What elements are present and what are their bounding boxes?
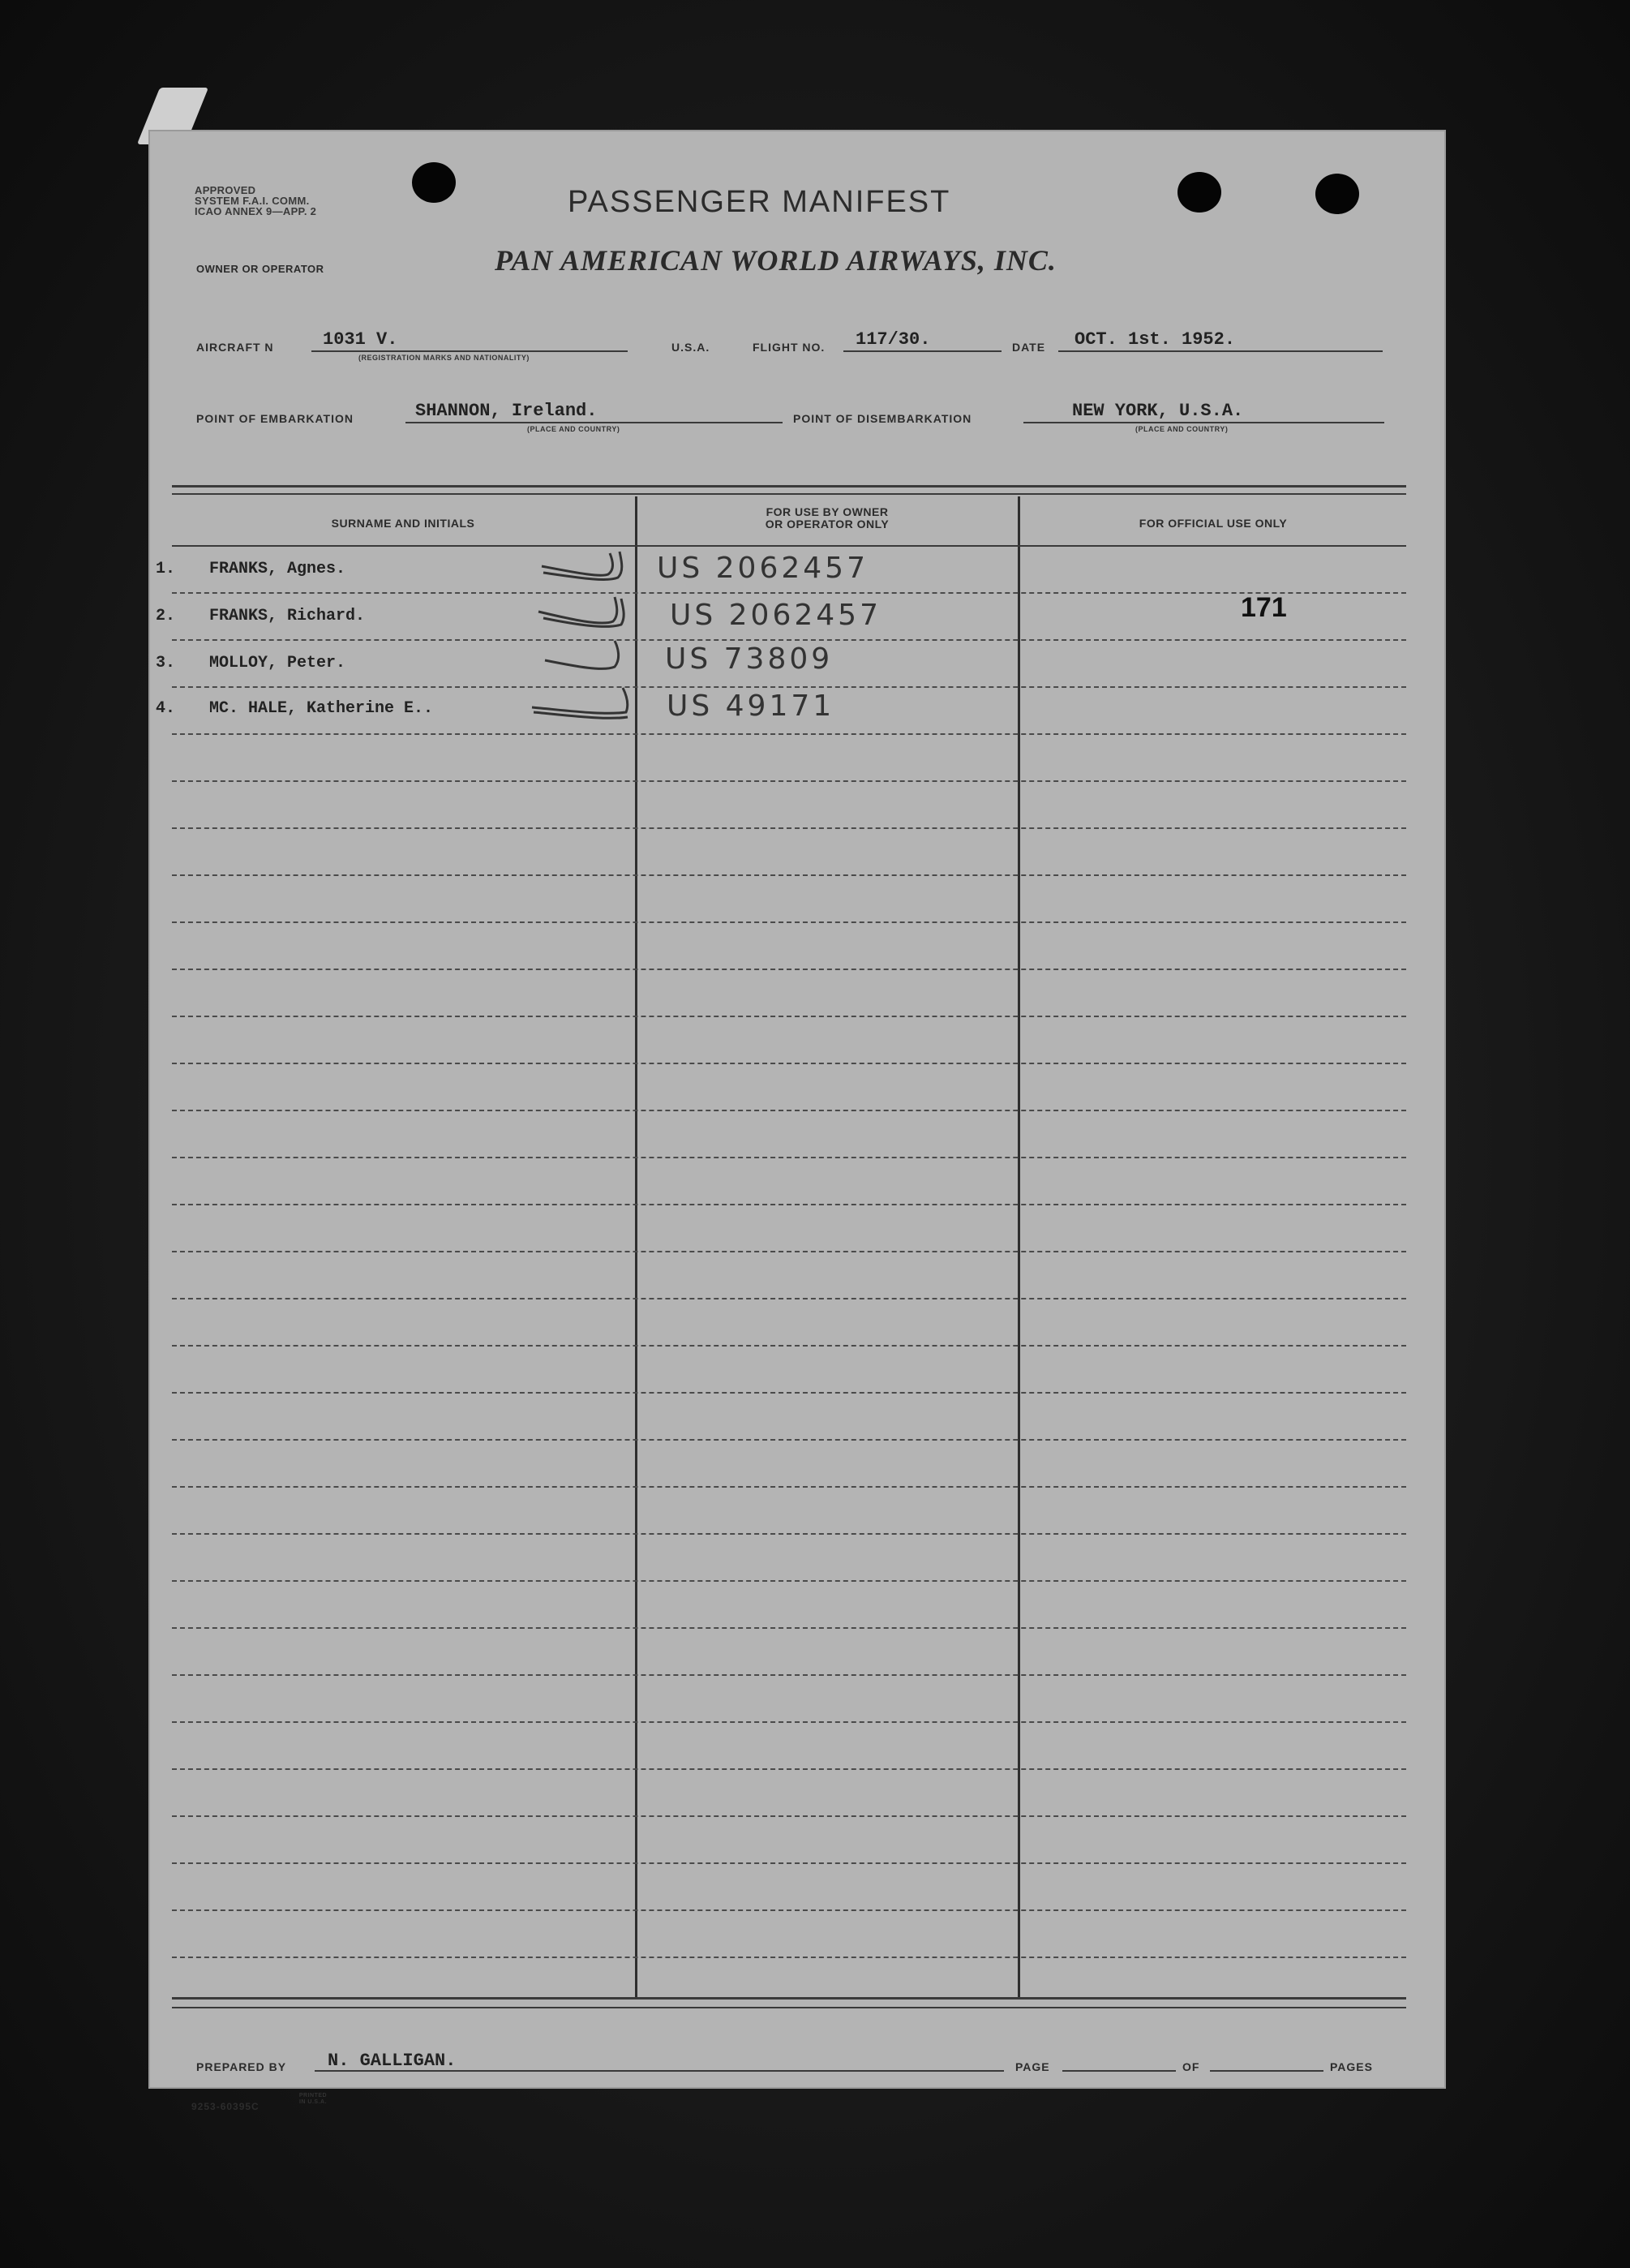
approval-note xyxy=(195,185,316,217)
row-number: 4. xyxy=(156,699,176,718)
row-line xyxy=(172,969,1406,970)
owner-note: US 2062457 xyxy=(657,552,869,585)
row-line xyxy=(172,1204,1406,1205)
page-label: PAGE xyxy=(1015,2060,1050,2073)
check-mark xyxy=(532,688,628,713)
prepared-by-label: PREPARED BY xyxy=(196,2060,287,2073)
row-line xyxy=(172,921,1406,923)
aircraft-value: 1031 V. xyxy=(323,329,398,350)
row-line xyxy=(172,639,1406,641)
row-line xyxy=(172,1251,1406,1252)
official-number: 171 xyxy=(1241,592,1287,623)
row-line xyxy=(172,1627,1406,1629)
row-line xyxy=(172,827,1406,829)
punch-hole xyxy=(1177,172,1221,213)
row-line xyxy=(172,1298,1406,1299)
column-header-line: OR OPERATOR ONLY xyxy=(765,518,890,530)
row-line xyxy=(172,1957,1406,1958)
embarkation-note: (PLACE AND COUNTRY) xyxy=(527,425,620,433)
punch-hole xyxy=(1315,174,1359,214)
row-number: 2. xyxy=(156,607,176,625)
check-marks xyxy=(519,545,633,732)
prepared-by-underline xyxy=(315,2070,1004,2072)
aircraft-underline xyxy=(311,350,628,352)
row-line xyxy=(172,1909,1406,1911)
approval-line: ICAO ANNEX 9—APP. 2 xyxy=(195,205,317,217)
passenger-name: FRANKS, Agnes. xyxy=(209,560,346,578)
page-title: PASSENGER MANIFEST xyxy=(568,185,951,219)
disembarkation-value: NEW YORK, U.S.A. xyxy=(1072,401,1244,421)
row-line xyxy=(172,1721,1406,1723)
passenger-name: MOLLOY, Peter. xyxy=(209,654,346,672)
of-underline xyxy=(1210,2070,1323,2072)
owner-label: OWNER OR OPERATOR xyxy=(196,263,324,275)
row-line xyxy=(172,1157,1406,1158)
row-line xyxy=(172,1580,1406,1582)
table-top-rule xyxy=(172,485,1406,488)
table-bottom-rule xyxy=(172,1997,1406,2000)
aircraft-label: AIRCRAFT N xyxy=(196,341,274,354)
column-header-line: FOR USE BY OWNER xyxy=(766,505,889,518)
disembarkation-note: (PLACE AND COUNTRY) xyxy=(1135,425,1229,433)
flight-underline xyxy=(843,350,1002,352)
prepared-by-value: N. GALLIGAN. xyxy=(328,2051,457,2071)
disembarkation-label: POINT OF DISEMBARKATION xyxy=(793,412,972,425)
table-top-rule xyxy=(172,493,1406,495)
table-bottom-rule xyxy=(172,2007,1406,2008)
row-line xyxy=(172,1439,1406,1441)
check-mark xyxy=(545,641,619,668)
row-line xyxy=(172,592,1406,594)
page-underline xyxy=(1062,2070,1176,2072)
passenger-name: MC. HALE, Katherine E.. xyxy=(209,699,434,718)
of-label: OF xyxy=(1182,2060,1200,2073)
row-number: 1. xyxy=(156,560,176,578)
approval-line: SYSTEM F.A.I. COMM. xyxy=(195,195,310,207)
column-header-surname: SURNAME AND INITIALS xyxy=(331,517,475,530)
form-number: 9253-60395C xyxy=(191,2101,260,2112)
row-line xyxy=(172,733,1406,735)
header-separator xyxy=(172,545,1406,547)
row-line xyxy=(172,780,1406,782)
date-value: OCT. 1st. 1952. xyxy=(1075,329,1236,350)
row-line xyxy=(172,1768,1406,1770)
operator-name: PAN AMERICAN WORLD AIRWAYS, INC. xyxy=(495,244,1057,277)
column-divider xyxy=(635,496,637,1997)
date-label: DATE xyxy=(1012,341,1046,354)
disembarkation-underline xyxy=(1023,422,1384,423)
row-line xyxy=(172,1486,1406,1488)
row-line xyxy=(172,1063,1406,1064)
row-line xyxy=(172,1533,1406,1535)
column-header-official: FOR OFFICIAL USE ONLY xyxy=(1139,517,1288,530)
passenger-name: FRANKS, Richard. xyxy=(209,607,366,625)
row-line xyxy=(172,874,1406,876)
row-line xyxy=(172,686,1406,688)
row-line xyxy=(172,1392,1406,1394)
row-line xyxy=(172,1674,1406,1676)
row-line xyxy=(172,1815,1406,1817)
approval-line: APPROVED xyxy=(195,184,256,196)
owner-note: US 73809 xyxy=(665,642,834,676)
row-line xyxy=(172,1016,1406,1017)
pages-label: PAGES xyxy=(1330,2060,1373,2073)
registration-note: (REGISTRATION MARKS AND NATIONALITY) xyxy=(358,354,530,362)
row-line xyxy=(172,1345,1406,1347)
printed-stamp: PRINTED IN U.S.A. xyxy=(298,2093,328,2105)
row-number: 3. xyxy=(156,654,176,672)
column-header-owner-use xyxy=(637,506,1017,530)
owner-note: US 49171 xyxy=(667,689,835,723)
flight-label: FLIGHT NO. xyxy=(753,341,826,354)
punch-hole xyxy=(412,162,456,203)
check-mark xyxy=(542,553,613,575)
owner-note: US 2062457 xyxy=(670,599,881,632)
embarkation-value: SHANNON, Ireland. xyxy=(415,401,598,421)
embarkation-label: POINT OF EMBARKATION xyxy=(196,412,354,425)
row-line xyxy=(172,1862,1406,1864)
flight-value: 117/30. xyxy=(856,329,931,350)
date-underline xyxy=(1058,350,1383,352)
country-label: U.S.A. xyxy=(671,341,710,354)
column-divider xyxy=(1018,496,1020,1997)
embarkation-underline xyxy=(405,422,783,423)
row-line xyxy=(172,1110,1406,1111)
